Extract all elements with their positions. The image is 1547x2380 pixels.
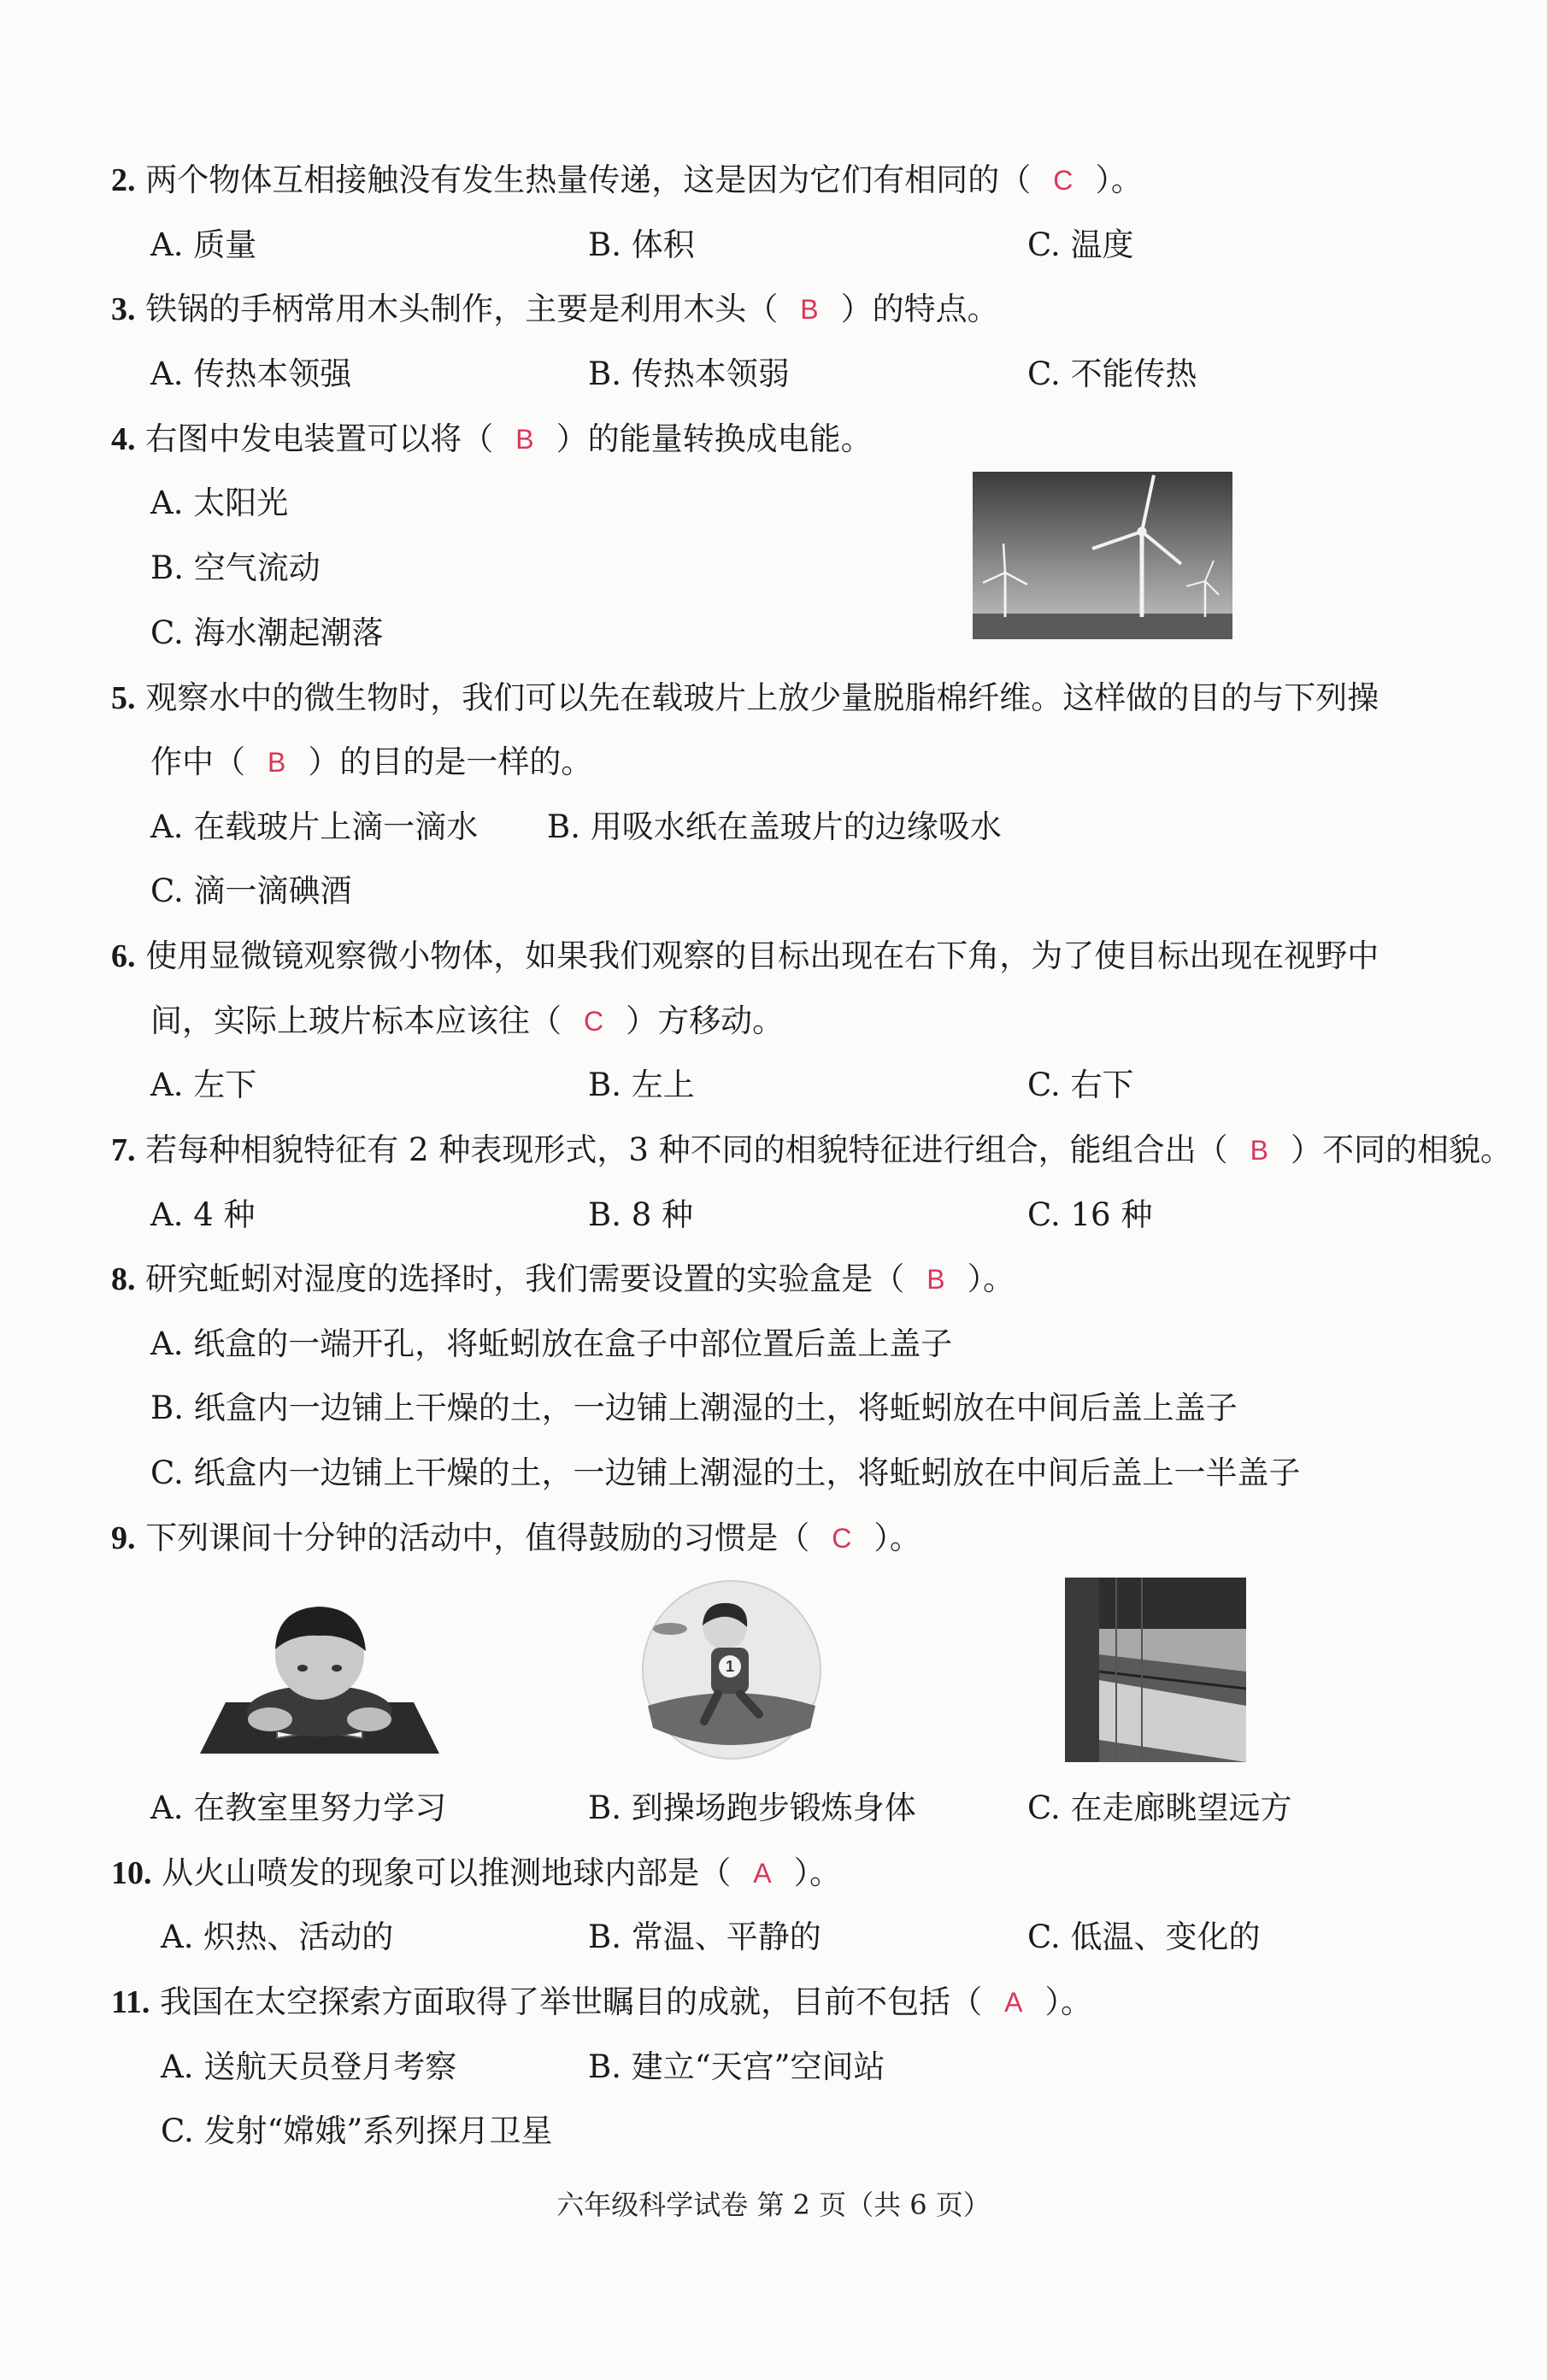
option-b: B. 纸盒内一边铺上干燥的土，一边铺上潮湿的土，将蚯蚓放在中间后盖上盖子 [150, 1390, 1238, 1426]
answer-mark: A [1004, 1987, 1023, 2018]
question-stem: 使用显微镜观察微小物体，如果我们观察的目标出现在右下角，为了使目标出现在视野中 [145, 937, 1379, 974]
option-c: C. 16 种 [1027, 1196, 1153, 1233]
wind-turbine-icon [973, 472, 1232, 639]
question-8 [111, 1258, 1547, 1301]
question-number: 11. [111, 1984, 150, 2020]
option-a: A. 在教室里努力学习 [150, 1789, 447, 1826]
question-2 [111, 159, 1547, 202]
question-number: 6. [111, 938, 136, 974]
answer-mark: B [268, 747, 286, 778]
answer-mark: C [1053, 165, 1073, 196]
studying-boy-picture [191, 1583, 448, 1762]
question-5-stem-line-2 [150, 741, 1547, 784]
answer-mark: B [515, 424, 534, 455]
option-b: B. 到操场跑步锻炼身体 [588, 1789, 916, 1826]
option-b: B. 建立“天宫”空间站 [588, 2048, 885, 2085]
option-a: A. 质量 [150, 226, 257, 263]
option-c: C. 海水潮起潮落 [150, 614, 384, 651]
question-5 [111, 677, 1547, 720]
option-c: C. 右下 [1027, 1067, 1134, 1103]
question-number: 9. [111, 1520, 136, 1556]
answer-mark: C [584, 1006, 604, 1037]
option-a: A. 炽热、活动的 [161, 1919, 394, 1955]
question-9 [111, 1517, 1547, 1560]
corridor-icon [1065, 1578, 1246, 1762]
question-6-stem-line-2 [150, 1000, 1547, 1043]
wind-turbine-photo [973, 472, 1232, 639]
option-c: C. 温度 [1027, 226, 1134, 263]
option-b: B. 左上 [588, 1067, 695, 1103]
question-stem: 观察水中的微生物时，我们可以先在载玻片上放少量脱脂棉纤维。这样做的目的与下列操 [145, 679, 1379, 716]
question-number: 2. [111, 162, 136, 198]
question-stem: 右图中发电装置可以将（ [145, 420, 494, 457]
question-stem: 铁锅的手柄常用木头制作，主要是利用木头（ [145, 291, 779, 327]
question-number: 8. [111, 1261, 136, 1297]
question-number: 7. [111, 1132, 136, 1168]
option-b: B. 用吸水纸在盖玻片的边缘吸水 [547, 808, 1002, 845]
question-stem: 下列课间十分钟的活动中，值得鼓励的习惯是（ [145, 1519, 810, 1556]
answer-mark: B [800, 294, 819, 325]
question-4 [111, 418, 1547, 461]
option-a: A. 在载玻片上滴一滴水 [150, 808, 479, 845]
option-c: C. 在走廊眺望远方 [1027, 1789, 1292, 1826]
question-stem-end: ）的能量转换成电能。 [556, 420, 873, 457]
option-c: C. 不能传热 [1027, 356, 1197, 392]
answer-mark: B [926, 1264, 945, 1295]
question-stem: 两个物体互相接触没有发生热量传递，这是因为它们有相同的（ [145, 162, 1032, 198]
question-6 [111, 935, 1547, 978]
option-b: B. 8 种 [588, 1196, 694, 1233]
question-stem-end: ）不同的相貌。 [1290, 1131, 1512, 1168]
option-b: B. 空气流动 [150, 549, 321, 586]
question-10 [111, 1852, 1547, 1895]
question-number: 4. [111, 421, 136, 457]
answer-mark: C [832, 1523, 852, 1554]
question-11 [111, 1981, 1547, 2024]
question-stem-end: ）的特点。 [840, 291, 999, 327]
question-7 [111, 1129, 1547, 1172]
option-c: C. 低温、变化的 [1027, 1919, 1261, 1955]
question-number: 10. [111, 1855, 152, 1891]
option-a: A. 送航天员登月考察 [161, 2048, 457, 2085]
question-stem: 我国在太空探索方面取得了举世瞩目的成就，目前不包括（ [160, 1983, 983, 2020]
option-a: A. 4 种 [150, 1196, 256, 1233]
option-b: B. 传热本领弱 [588, 356, 790, 392]
question-stem-end: ）的目的是一样的。 [308, 743, 593, 780]
question-number: 5. [111, 680, 136, 716]
page-footer: 六年级科学试卷 第 2 页（共 6 页） [556, 2189, 991, 2221]
question-stem: 作中（ [150, 743, 245, 780]
jersey-number: 1 [725, 1658, 734, 1675]
question-stem-end: ）。 [793, 1854, 842, 1891]
option-a: A. 传热本领强 [150, 356, 352, 392]
question-stem: 间，实际上玻片标本应该往（ [150, 1002, 562, 1039]
question-stem: 若每种相貌特征有 2 种表现形式，3 种不同的相貌特征进行组合，能组合出（ [145, 1131, 1228, 1168]
question-3 [111, 288, 1547, 331]
question-stem-end: ）。 [1044, 1983, 1093, 2020]
option-a: A. 左下 [150, 1067, 257, 1103]
answer-mark: B [1250, 1135, 1268, 1166]
option-c: C. 纸盒内一边铺上干燥的土，一边铺上潮湿的土，将蚯蚓放在中间后盖上一半盖子 [150, 1454, 1301, 1491]
running-kid-picture [639, 1578, 824, 1762]
question-stem-end: ）。 [873, 1519, 921, 1556]
question-stem-end: ）。 [1095, 162, 1143, 198]
option-a: A. 纸盒的一端开孔，将蚯蚓放在盒子中部位置后盖上盖子 [150, 1325, 953, 1362]
option-b: B. 常温、平静的 [588, 1919, 821, 1955]
question-stem: 研究蚯蚓对湿度的选择时，我们需要设置的实验盒是（ [145, 1261, 905, 1297]
question-stem: 从火山喷发的现象可以推测地球内部是（ [162, 1854, 732, 1891]
question-stem-end: ）方移动。 [626, 1002, 785, 1039]
option-c: C. 发射“嫦娥”系列探月卫星 [161, 2113, 553, 2149]
question-stem-end: ）。 [967, 1261, 1015, 1297]
option-c: C. 滴一滴碘酒 [150, 873, 352, 909]
option-a: A. 太阳光 [150, 485, 289, 521]
question-number: 3. [111, 291, 136, 327]
corridor-photo [1065, 1578, 1246, 1762]
answer-mark: A [753, 1858, 772, 1889]
option-b: B. 体积 [588, 226, 695, 263]
boy-reading-icon [191, 1583, 448, 1762]
